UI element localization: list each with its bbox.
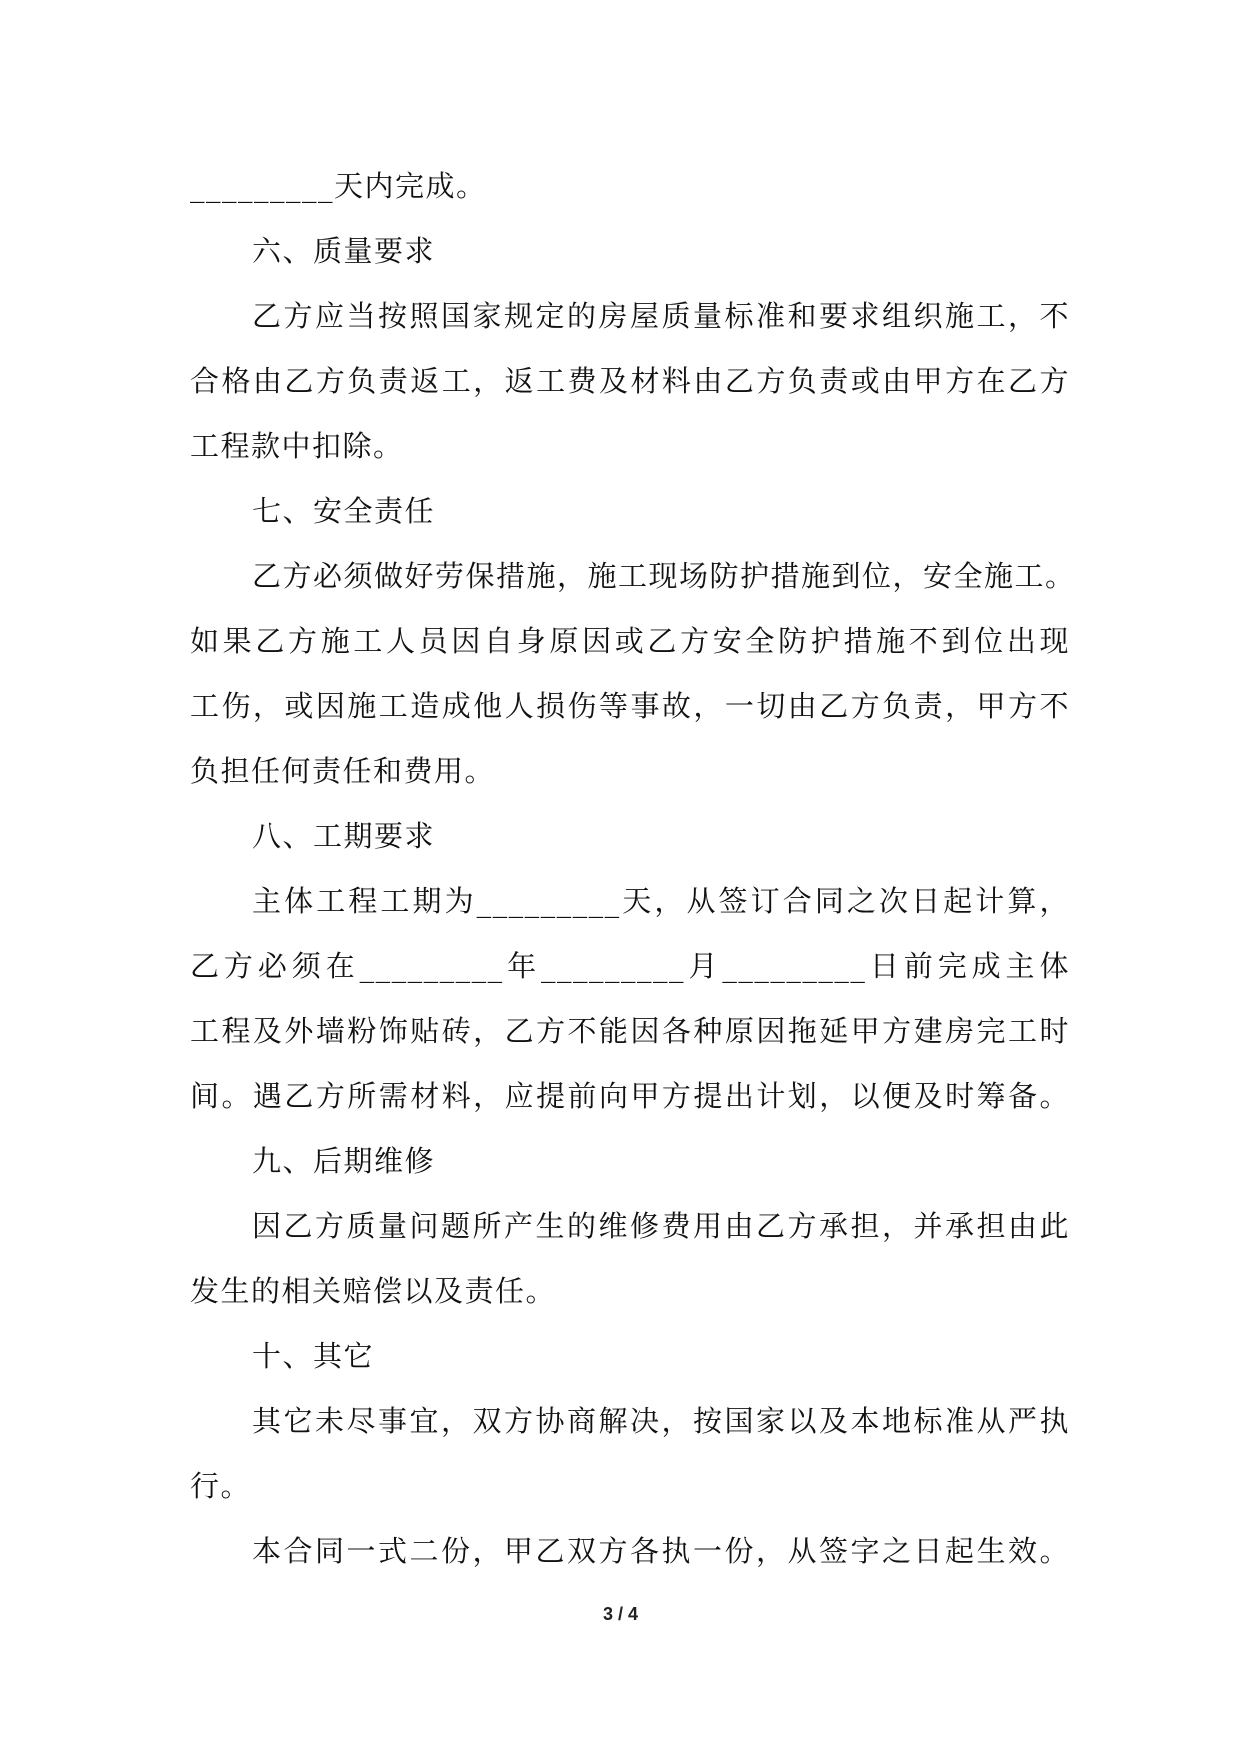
section-heading-schedule: 八、工期要求 — [252, 819, 436, 853]
text-line: 合格由乙方负责返工，返工费及材料由乙方负责或由甲方在乙方 — [190, 364, 1070, 398]
text-line-completion: _________天内完成。 — [190, 169, 487, 203]
text-line-effective: 本合同一式二份，甲乙双方各执一份，从签字之日起生效。 — [252, 1534, 1070, 1568]
text-line: 乙方必须在_________年_________月_________日前完成主体 — [190, 949, 1070, 983]
section-heading-quality: 六、质量要求 — [252, 234, 436, 268]
text-line: 工伤，或因施工造成他人损伤等事故，一切由乙方负责，甲方不 — [190, 689, 1070, 723]
text-line: 工程款中扣除。 — [190, 429, 404, 463]
text-line: 乙方必须做好劳保措施，施工现场防护措施到位，安全施工。 — [252, 559, 1076, 593]
document-body — [190, 154, 1076, 1584]
text-line: 间。遇乙方所需材料，应提前向甲方提出计划，以便及时筹备。 — [190, 1079, 1070, 1113]
text-line: 发生的相关赔偿以及责任。 — [190, 1274, 557, 1308]
section-heading-other: 十、其它 — [252, 1339, 375, 1373]
text-line: 行。 — [190, 1469, 252, 1503]
text-line: 负担任何责任和费用。 — [190, 754, 496, 788]
page-number: 3 / 4 — [602, 1604, 639, 1624]
text-line: 工程及外墙粉饰贴砖，乙方不能因各种原因拖延甲方建房完工时 — [190, 1014, 1070, 1048]
text-line: 如果乙方施工人员因自身原因或乙方安全防护措施不到位出现 — [190, 624, 1070, 658]
text-line: 主体工程工期为_________天，从签订合同之次日起计算， — [252, 884, 1070, 918]
section-heading-safety: 七、安全责任 — [252, 494, 436, 528]
text-line: 其它未尽事宜，双方协商解决，按国家以及本地标准从严执 — [252, 1404, 1070, 1438]
text-line: 乙方应当按照国家规定的房屋质量标准和要求组织施工，不 — [252, 299, 1070, 333]
section-heading-maintenance: 九、后期维修 — [252, 1144, 436, 1178]
text-line: 因乙方质量问题所产生的维修费用由乙方承担，并承担由此 — [252, 1209, 1070, 1243]
